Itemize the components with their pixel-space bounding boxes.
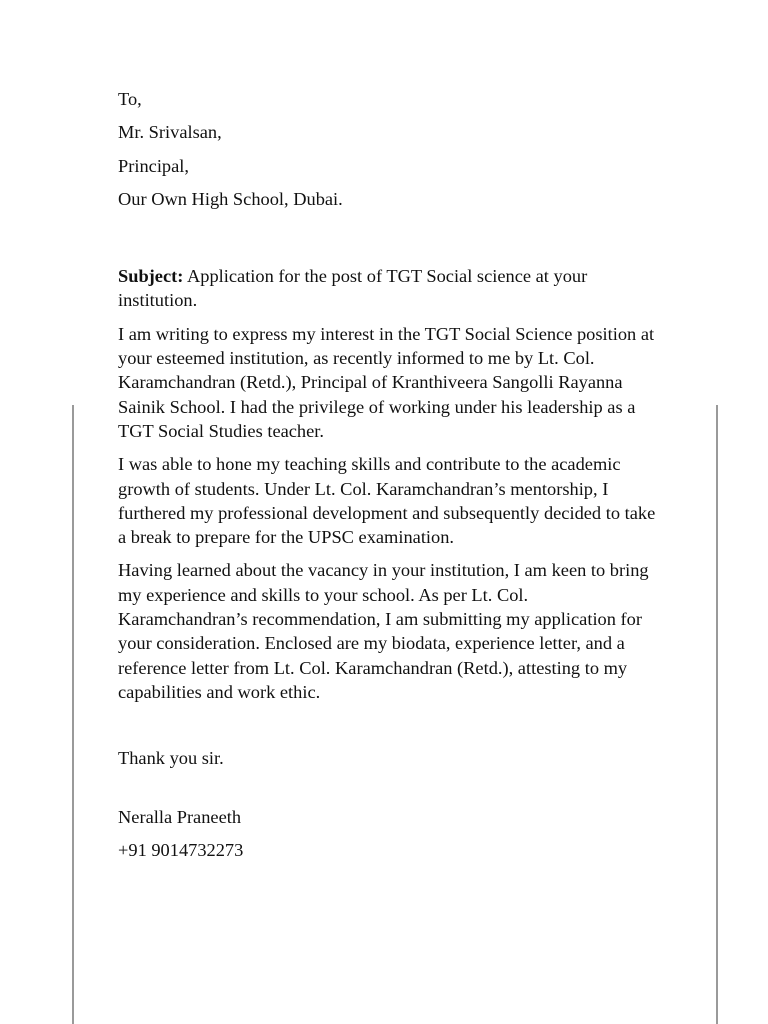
body-paragraph-2: I was able to hone my teaching skills and contribute to the academic growth of students. Under Lt. Col. Karamchandran’s mentorship, I furthered my professional development and subsequently decided to take a break to prepare for the UPSC examination. <box>118 454 656 548</box>
recipient-school: Our Own High School, Dubai. <box>118 188 343 209</box>
signature-phone: +91 9014732273 <box>118 839 244 860</box>
recipient-designation: Principal, <box>118 155 189 176</box>
signature-name: Neralla Praneeth <box>118 806 242 827</box>
spacer <box>118 780 658 805</box>
closing-text: Thank you sir. <box>118 748 224 769</box>
recipient-name: Mr. Srivalsan, <box>118 122 222 143</box>
subject-line <box>118 264 658 313</box>
page-border-right <box>716 405 718 1024</box>
letter-body <box>118 87 658 871</box>
spacer <box>118 713 658 746</box>
subject-text: Application for the post of TGT Social science at your institution. <box>118 266 588 311</box>
body-paragraph-1: I am writing to express my interest in the TGT Social Science position at your esteemed institution, as recently informed to me by Lt. Col. Karamchandran (Retd.), Principal of Kranthiveera Sangolli Rayanna Sainik School. I had the privilege of working under his leadership as a TGT Social Studies teacher. <box>118 323 655 441</box>
subject-label: Subject: <box>118 266 184 287</box>
page-border-left <box>72 405 74 1024</box>
recipient-salutation: To, <box>118 89 142 109</box>
body-paragraph-3: Having learned about the vacancy in your institution, I am keen to bring my experience and skills to your school. As per Lt. Col. Karamchandran’s recommendation, I am submitting my application for your consideration. Enclosed are my biodata, experience letter, and a reference letter from Lt. Col. Karamchandran (Retd.), attesting to my capabilities and work ethic. <box>118 560 649 702</box>
spacer <box>118 220 658 264</box>
